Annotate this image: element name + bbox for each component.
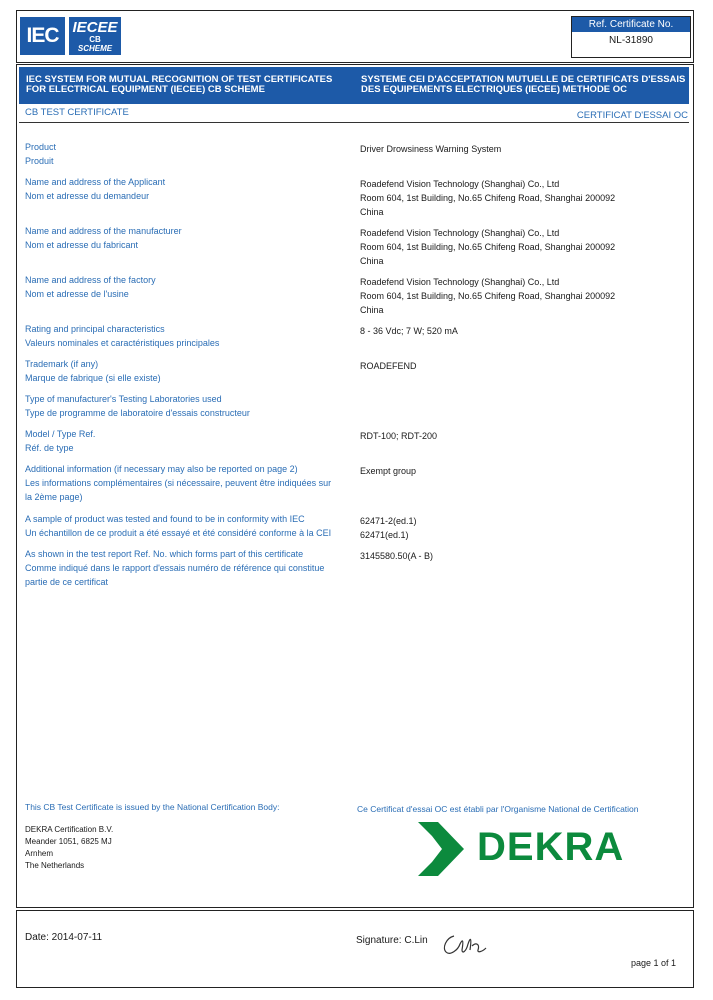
issuer-address-line1: DEKRA Certification B.V. (25, 825, 114, 834)
value-rating: 8 - 36 Vdc; 7 W; 520 mA (360, 326, 458, 336)
band-left-line1: IEC SYSTEM FOR MUTUAL RECOGNITION OF TEST CERTIFICATES (26, 74, 333, 85)
value-additional: Exempt group (360, 466, 417, 476)
issuer-address-line4: The Netherlands (25, 861, 85, 870)
label-model-fr: Réf. de type (25, 443, 74, 453)
value-model: RDT-100; RDT-200 (360, 431, 438, 441)
label-trademark-fr: Marque de fabrique (si elle existe) (25, 373, 161, 383)
label-model-en: Model / Type Ref. (25, 429, 96, 439)
page-number: page 1 of 1 (631, 958, 677, 968)
label-report-fr2: partie de ce certificat (25, 577, 109, 587)
footer-box (16, 910, 694, 988)
value-standard-2: 62471(ed.1) (360, 530, 409, 540)
value-factory-address: Room 604, 1st Building, No.65 Chifeng Road, Shanghai 200092 (360, 291, 616, 301)
signature-label: Signature: C.Lin (356, 935, 428, 946)
issuer-statement-en: This CB Test Certificate is issued by the National Certification Body: (25, 802, 280, 812)
issuer-address-line3: Arnhem (25, 849, 54, 858)
value-manufacturer-address: Room 604, 1st Building, No.65 Chifeng Road, Shanghai 200092 (360, 242, 616, 252)
title-divider (19, 122, 689, 123)
ref-certificate-label: Ref. Certificate No. (572, 17, 690, 32)
label-manufacturer-fr: Nom et adresse du fabricant (25, 240, 139, 250)
value-standard-1: 62471-2(ed.1) (360, 516, 417, 526)
handwritten-signature (440, 930, 490, 958)
band-right-line2: DES EQUIPEMENTS ELECTRIQUES (IECEE) METHODE OC (361, 84, 628, 95)
label-additional-fr2: la 2ème page) (25, 492, 83, 502)
value-applicant-country: China (360, 207, 384, 217)
label-additional-en: Additional information (if necessary may also be reported on page 2) (25, 464, 298, 474)
cert-title-fr: CERTIFICAT D'ESSAI OC (576, 110, 688, 121)
label-sample-fr: Un échantillon de ce produit a été essayé et été considéré conforme à la CEI (25, 528, 332, 538)
label-report-en: As shown in the test report Ref. No. which forms part of this certificate (25, 549, 304, 559)
label-trademark-en: Trademark (if any) (25, 359, 99, 369)
title-band (19, 67, 689, 104)
label-applicant-en: Name and address of the Applicant (25, 177, 166, 187)
iecee-logo-scheme: SCHEME (77, 44, 113, 53)
ref-certificate-number: NL-31890 (609, 35, 653, 46)
cert-title-en: CB TEST CERTIFICATE (25, 107, 129, 118)
value-applicant-address: Room 604, 1st Building, No.65 Chifeng Road, Shanghai 200092 (360, 193, 616, 203)
iecee-logo-cb: CB (89, 35, 101, 44)
dekra-logo-icon (416, 820, 466, 878)
band-right-line1: SYSTEME CEI D'ACCEPTATION MUTUELLE DE CERTIFICATS D'ESSAIS (361, 74, 686, 85)
value-manufacturer-name: Roadefend Vision Technology (Shanghai) Co., Ltd (360, 228, 560, 238)
label-applicant-fr: Nom et adresse du demandeur (25, 191, 150, 201)
iec-logo: IEC (20, 17, 65, 55)
value-manufacturer-country: China (360, 256, 384, 266)
label-factory-en: Name and address of the factory (25, 275, 156, 285)
label-report-fr1: Comme indiqué dans le rapport d'essais numéro de référence qui constitue (25, 563, 325, 573)
label-sample-en: A sample of product was tested and found to be in conformity with IEC (25, 514, 305, 524)
label-manufacturer-en: Name and address of the manufacturer (25, 226, 182, 236)
label-labtype-fr: Type de programme de laboratoire d'essais constructeur (25, 408, 250, 418)
issuer-statement-fr: Ce Certificat d'essai OC est établi par l'Organisme National de Certification (357, 804, 639, 814)
iecee-logo-text: IECEE (72, 19, 118, 36)
value-factory-name: Roadefend Vision Technology (Shanghai) Co., Ltd (360, 277, 560, 287)
ref-certificate-box (571, 16, 691, 58)
label-product-fr: Produit (25, 156, 54, 166)
label-product-en: Product (25, 142, 57, 152)
label-factory-fr: Nom et adresse de l'usine (25, 289, 129, 299)
label-rating-fr: Valeurs nominales et caractéristiques principales (25, 338, 220, 348)
label-labtype-en: Type of manufacturer's Testing Laboratories used (25, 394, 222, 404)
value-report-ref: 3145580.50(A - B) (360, 551, 434, 561)
value-product: Driver Drowsiness Warning System (360, 144, 502, 154)
label-rating-en: Rating and principal characteristics (25, 324, 165, 334)
value-factory-country: China (360, 305, 384, 315)
value-applicant-name: Roadefend Vision Technology (Shanghai) Co., Ltd (360, 179, 560, 189)
value-trademark: ROADEFEND (360, 361, 417, 371)
issuer-address-line2: Meander 1051, 6825 MJ (25, 837, 112, 846)
dekra-logo-text: DEKRA (477, 825, 625, 869)
iecee-logo (69, 17, 121, 55)
issue-date: Date: 2014-07-11 (25, 932, 103, 943)
band-left-line2: FOR ELECTRICAL EQUIPMENT (IECEE) CB SCHEME (26, 84, 265, 95)
label-additional-fr1: Les informations complémentaires (si nécessaire, peuvent être indiquées sur (25, 478, 332, 488)
